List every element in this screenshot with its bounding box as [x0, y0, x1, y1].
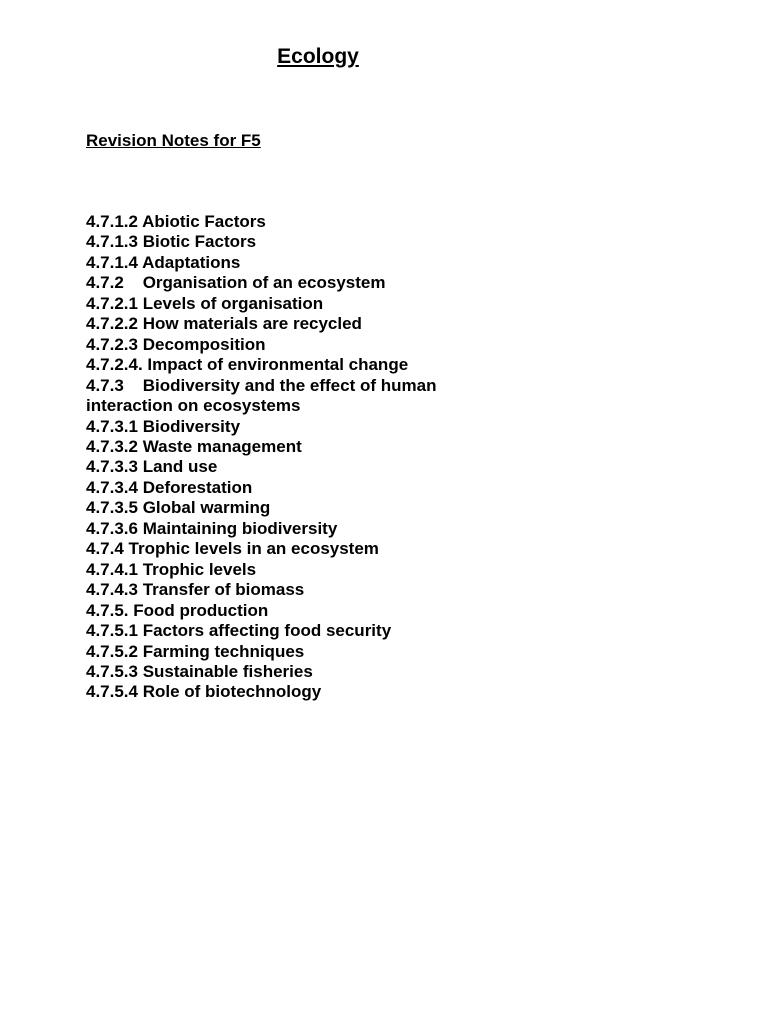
topic-item: 4.7.3.4 Deforestation — [86, 477, 253, 497]
topic-item: 4.7.4.1 Trophic levels — [86, 559, 257, 579]
topic-item: 4.7.2.2 How materials are recycled — [86, 314, 362, 334]
topic-item: 4.7.3.5 Global warming — [86, 498, 271, 518]
topic-item: 4.7.4.3 Transfer of biomass — [86, 580, 305, 600]
document-subtitle: Revision Notes for F5 — [86, 131, 261, 150]
topic-item: 4.7.5.4 Role of biotechnology — [86, 682, 322, 702]
topic-item: 4.7.3.2 Waste management — [86, 436, 302, 456]
topic-list — [86, 212, 486, 703]
topic-item: 4.7.5.1 Factors affecting food security — [86, 621, 392, 641]
topic-item: 4.7.2.3 Decomposition — [86, 334, 266, 354]
topic-item: 4.7.5. Food production — [86, 600, 269, 620]
topic-item: 4.7.4 Trophic levels in an ecosystem — [86, 539, 379, 559]
topic-item: 4.7.3.3 Land use — [86, 457, 218, 477]
topic-item: 4.7.1.3 Biotic Factors — [86, 232, 257, 252]
topic-item: 4.7.5.2 Farming techniques — [86, 641, 305, 661]
topic-item: 4.7.1.2 Abiotic Factors — [86, 212, 266, 231]
topic-item: 4.7.2.4. Impact of environmental change — [86, 355, 409, 375]
topic-item: 4.7.2 Organisation of an ecosystem — [86, 273, 386, 293]
topic-item: 4.7.3 Biodiversity and the effect of human interaction on ecosystems — [86, 375, 442, 416]
topic-item: 4.7.3.1 Biodiversity — [86, 416, 241, 436]
topic-item: 4.7.3.6 Maintaining biodiversity — [86, 518, 338, 538]
document-title: Ecology — [277, 45, 359, 68]
topic-item: 4.7.1.4 Adaptations — [86, 252, 241, 272]
topic-item: 4.7.2.1 Levels of organisation — [86, 293, 324, 313]
topic-item: 4.7.5.3 Sustainable fisheries — [86, 661, 313, 681]
